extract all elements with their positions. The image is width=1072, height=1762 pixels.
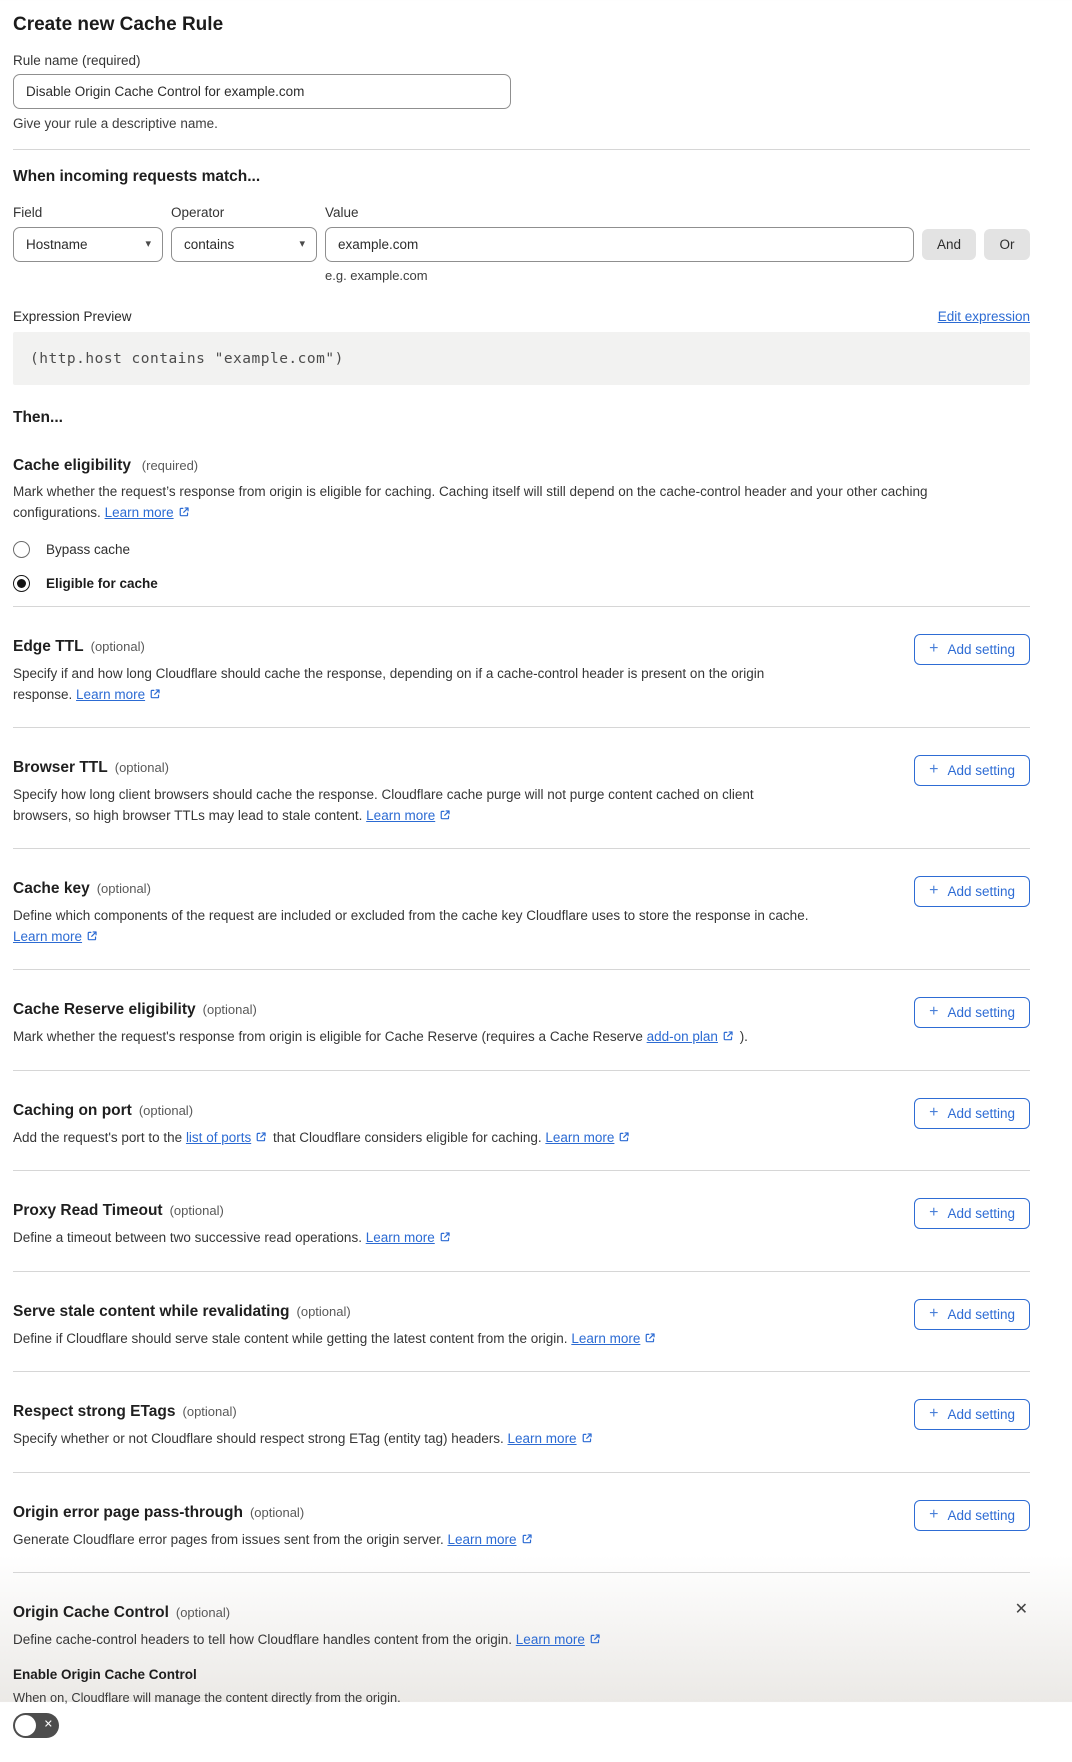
list-of-ports-link[interactable]: list of ports [185, 1129, 252, 1145]
section-title: Proxy Read Timeout [13, 1202, 163, 1219]
plus-icon: + [929, 882, 939, 899]
cache-eligibility-options [13, 541, 1030, 592]
optional-badge: (optional) [114, 760, 169, 775]
field-select[interactable] [13, 227, 163, 262]
add-setting-button[interactable] [914, 1299, 1030, 1330]
plus-icon: + [929, 1003, 939, 1020]
origin-error-page-pass-through-section [13, 1472, 1030, 1573]
rule-name-group [13, 52, 1030, 133]
edit-expression-link[interactable]: Edit expression [937, 309, 1030, 324]
optional-badge: (optional) [182, 1404, 237, 1419]
external-link-icon [644, 1330, 656, 1351]
external-link-icon [618, 1129, 630, 1150]
description-text: that Cloudflare considers eligible for caching. [269, 1129, 546, 1145]
section-description [13, 1630, 813, 1652]
operator-select[interactable] [171, 227, 317, 262]
description-text: Add the request's port to the [13, 1129, 186, 1145]
serve-stale-content-while-revalidating-section [13, 1271, 1030, 1372]
section-title: Respect strong ETags [13, 1403, 176, 1420]
description-text: Mark whether the request's response from origin is eligible for Cache Reserve (requires a Cache Reserve [13, 1029, 647, 1044]
external-link-icon [722, 1028, 734, 1049]
settings-sections [13, 606, 1030, 1762]
external-link-icon [439, 807, 451, 828]
cache-eligibility-title: Cache eligibility [13, 457, 132, 474]
plus-icon: + [929, 761, 939, 778]
external-link-icon [149, 686, 161, 707]
radio-option-label: Eligible for cache [46, 576, 158, 591]
learn-more-link[interactable]: Learn more [515, 1632, 585, 1647]
create-cache-rule-form [13, 0, 1030, 1762]
learn-more-link[interactable]: Learn more [76, 686, 146, 702]
then-heading: Then... [13, 409, 63, 426]
add-setting-label: Add setting [947, 1206, 1015, 1221]
plus-icon: + [929, 1204, 939, 1221]
add-setting-label: Add setting [947, 1407, 1015, 1422]
section-description [13, 1128, 813, 1150]
optional-badge: (optional) [202, 1002, 257, 1017]
section-title: Cache Reserve eligibility [13, 1001, 196, 1018]
description-text: Mark whether the request’s response from origin is eligible for caching. Caching itself will still depend on the cache-control header and your other caching configurations. [13, 484, 928, 520]
proxy-read-timeout-section [13, 1170, 1030, 1271]
page-title: Create new Cache Rule [13, 14, 224, 35]
external-link-icon [521, 1531, 533, 1552]
optional-badge: (optional) [138, 1102, 194, 1118]
description-text: Specify how long client browsers should cache the response. Cloudflare cache purge will not purge content cached on client browsers, so high browser TTLs may lead to stale content. [13, 787, 754, 823]
add-setting-button[interactable] [914, 1198, 1030, 1229]
plus-icon: + [929, 1405, 939, 1422]
rule-name-help: Give your rule a descriptive name. [13, 116, 218, 131]
learn-more-link[interactable]: Learn more [507, 1431, 577, 1446]
learn-more-link[interactable]: Learn more [13, 928, 83, 944]
add-setting-button[interactable] [914, 755, 1030, 786]
section-title: Origin Cache Control [13, 1604, 169, 1621]
section-description [13, 664, 813, 706]
toggle-x-icon: ✕ [43, 1718, 53, 1731]
plus-icon: + [929, 640, 939, 657]
learn-more-link[interactable]: Learn more [447, 1531, 517, 1547]
value-label: Value [325, 205, 359, 220]
edge-ttl-section [13, 606, 1030, 727]
cache-reserve-eligibility-section [13, 969, 1030, 1070]
value-hint-row [13, 267, 1030, 285]
caching-on-port-section [13, 1070, 1030, 1171]
plus-icon: + [929, 1505, 939, 1523]
or-button[interactable]: Or [984, 229, 1030, 260]
optional-badge: (optional) [90, 639, 145, 654]
expression-preview-label: Expression Preview [13, 309, 132, 324]
learn-more-link[interactable]: Learn more [366, 807, 436, 823]
add-setting-label: Add setting [947, 1105, 1015, 1121]
divider [13, 149, 1030, 150]
section-title: Browser TTL [13, 759, 108, 776]
section-title: Edge TTL [13, 638, 84, 655]
add-setting-label: Add setting [947, 763, 1015, 778]
external-link-icon [86, 928, 98, 949]
add-setting-label: Add setting [947, 1306, 1015, 1322]
add-setting-label: Add setting [947, 1507, 1015, 1523]
learn-more-link[interactable]: Learn more [104, 504, 174, 520]
external-link-icon [589, 1631, 601, 1652]
section-title: Caching on port [13, 1101, 132, 1119]
cache-eligibility-description [13, 482, 1013, 524]
learn-more-link[interactable]: Learn more [545, 1129, 615, 1145]
section-description [13, 785, 813, 827]
optional-badge: (optional) [296, 1303, 351, 1319]
expression-preview-row [13, 309, 1030, 324]
external-link-icon [178, 504, 190, 525]
chevron-down-icon: ▾ [145, 238, 151, 250]
section-description [13, 1429, 813, 1451]
add-setting-label: Add setting [947, 1005, 1015, 1020]
description-text: Define which components of the request are included or excluded from the cache key Cloudflare uses to store the response in cache. [13, 908, 809, 923]
enable-origin-cache-control-title: Enable Origin Cache Control [13, 1666, 197, 1682]
field-label: Field [13, 205, 43, 220]
cache-eligibility-section [13, 455, 1030, 592]
origin-cache-control-settings [13, 1665, 1013, 1741]
value-hint: e.g. example.com [325, 268, 428, 283]
optional-badge: (optional) [249, 1504, 305, 1520]
close-icon[interactable]: ✕ [1014, 1601, 1028, 1618]
value-input[interactable] [325, 227, 914, 262]
add-setting-button[interactable] [914, 1500, 1030, 1531]
add-setting-button[interactable] [914, 997, 1030, 1028]
external-link-icon [581, 1430, 593, 1451]
cache-eligibility-title-row [13, 455, 1030, 476]
add-setting-label: Add setting [947, 884, 1015, 899]
radio-unselected-icon[interactable] [13, 541, 30, 558]
radio-option-eligible-for-cache[interactable] [13, 575, 1030, 592]
radio-option-label: Bypass cache [46, 542, 131, 557]
enable-origin-cache-control-description: When on, Cloudflare will manage the content directly from the origin. [13, 1689, 401, 1705]
and-button[interactable]: And [922, 229, 976, 260]
browser-ttl-section [13, 727, 1030, 848]
optional-badge: (optional) [175, 1605, 231, 1620]
description-text: Define cache-control headers to tell how Cloudflare handles content from the origin. [13, 1632, 516, 1647]
chevron-down-icon: ▾ [299, 238, 305, 250]
operator-label: Operator [171, 205, 225, 220]
description-text: ). [735, 1029, 748, 1044]
cache-key-section [13, 848, 1030, 969]
section-title: Cache key [13, 880, 90, 897]
add-setting-button[interactable] [914, 634, 1030, 665]
add-setting-button[interactable] [914, 1098, 1030, 1129]
description-text: Generate Cloudflare error pages from issues sent from the origin server. [13, 1531, 448, 1547]
operator-select-value: contains [184, 237, 235, 252]
description-text: Specify if and how long Cloudflare should cache the response, depending on if a cache-control header is present on the origin response. [13, 666, 765, 702]
add-setting-button[interactable] [914, 1399, 1030, 1430]
section-description [13, 906, 813, 948]
description-text: Specify whether or not Cloudflare should respect strong ETag (entity tag) headers. [13, 1431, 508, 1446]
description-text: Define a timeout between two successive read operations. [13, 1230, 366, 1245]
section-description [13, 1027, 813, 1049]
section-description [13, 1329, 813, 1351]
origin-cache-control-section [13, 1572, 1030, 1762]
plus-icon: + [929, 1103, 939, 1121]
description-text: Define if Cloudflare should serve stale content while getting the latest content from the origin. [13, 1330, 572, 1346]
section-title: Serve stale content while revalidating [13, 1302, 290, 1320]
expression-preview-box [13, 332, 1030, 385]
section-description [13, 1228, 813, 1250]
expression-code: (http.host contains "example.com") [30, 350, 344, 367]
optional-badge: (optional) [96, 881, 151, 896]
condition-labels-row [13, 204, 1030, 222]
match-heading: When incoming requests match... [13, 168, 261, 185]
radio-selected-icon[interactable] [13, 575, 30, 592]
required-badge: (required) [141, 458, 199, 473]
plus-icon: + [929, 1304, 939, 1322]
rule-name-label: Rule name (required) [13, 53, 141, 68]
origin-cache-control-toggle[interactable] [13, 1713, 59, 1738]
field-select-value: Hostname [26, 237, 88, 252]
toggle-knob[interactable] [15, 1715, 36, 1736]
section-description [13, 1530, 813, 1552]
section-title: Origin error page pass-through [13, 1503, 243, 1521]
add-on-plan-link[interactable]: add-on plan [646, 1029, 718, 1044]
learn-more-link[interactable]: Learn more [365, 1230, 435, 1245]
radio-option-bypass-cache[interactable] [13, 541, 1030, 558]
external-link-icon [255, 1129, 267, 1150]
add-setting-button[interactable] [914, 876, 1030, 907]
optional-badge: (optional) [169, 1203, 224, 1218]
add-setting-label: Add setting [947, 642, 1015, 657]
rule-name-input[interactable] [13, 74, 511, 109]
respect-strong-etags-section [13, 1371, 1030, 1472]
condition-row [13, 227, 1030, 262]
learn-more-link[interactable]: Learn more [571, 1330, 641, 1346]
external-link-icon [439, 1229, 451, 1250]
